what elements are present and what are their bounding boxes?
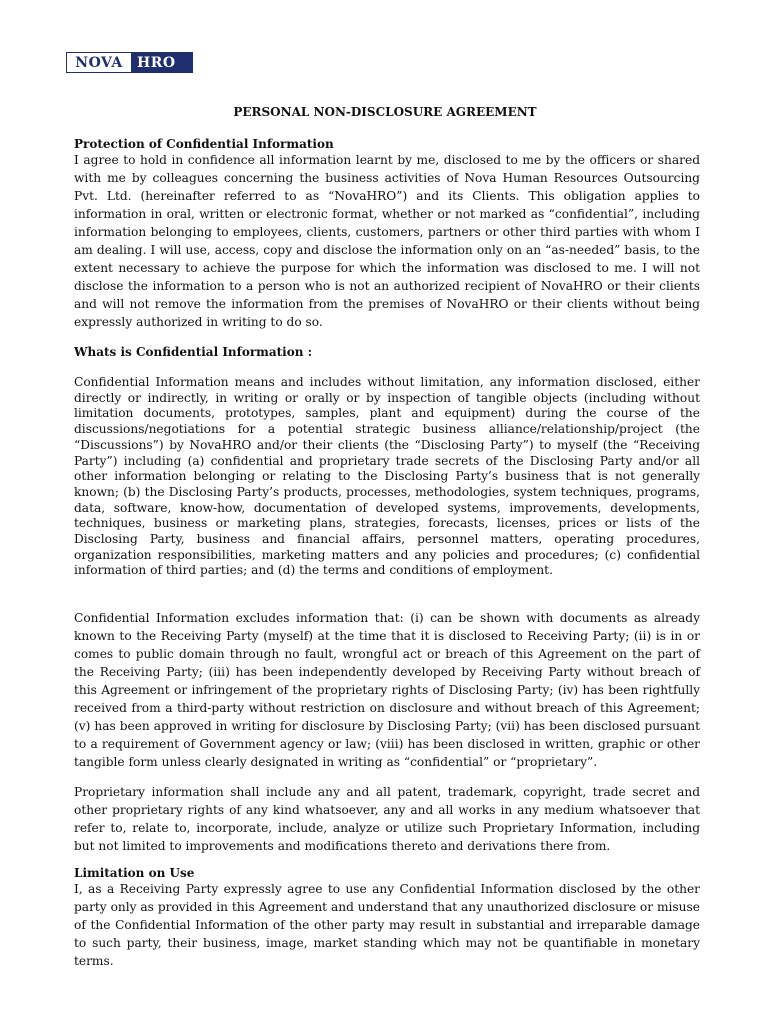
section-heading: Limitation on Use: [74, 866, 195, 880]
section-body: Proprietary information shall include any and all patent, trademark, copyright, trade secret and other proprietary rights of any kind whatsoever, any and all works in any medium whatsoever that refer to, relate to, incorporate, include, analyze or utilize such Proprietary Information, including but not limited to improvements and modifications thereto and derivations there from.: [74, 785, 700, 853]
section-proprietary: [74, 783, 700, 855]
logo-nova-text: NOVA: [67, 53, 131, 72]
section-protection: [74, 137, 700, 331]
logo-hro-text: HRO: [131, 53, 192, 72]
section-heading: Protection of Confidential Information: [74, 137, 334, 151]
document-title: PERSONAL NON-DISCLOSURE AGREEMENT: [233, 105, 537, 119]
section-excludes: [74, 609, 700, 771]
section-what-is-body: [74, 375, 700, 579]
company-logo: [66, 52, 193, 73]
section-body: I agree to hold in confidence all information learnt by me, disclosed to me by the officers or shared with me by colleagues concerning the business activities of Nova Human Resources Outsourcing Pvt. Ltd. (hereinafter referred to as “NovaHRO”) and its Clients. This obligation applies to information in oral, written or electronic format, whether or not marked as “confidential”, including information belonging to employees, clients, customers, partners or other third parties with whom I am dealing. I will use, access, copy and disclose the information only on an “as-needed” basis, to the extent necessary to achieve the purpose for which the information was disclosed to me. I will not disclose the information to a person who is not an authorized recipient of NovaHRO or their clients and will not remove the information from the premises of NovaHRO or their clients without being expressly authorized in writing to do so.: [74, 153, 700, 329]
section-heading: Whats is Confidential Information :: [74, 345, 313, 359]
section-body: Confidential Information means and includes without limitation, any information disclosed, either directly or indirectly, in writing or orally or by inspection of tangible objects (including without limitation documents, prototypes, samples, plant and equipment) during the course of the discussions/negotiations for a potential strategic business alliance/relationship/project (the “Discussions”) by NovaHRO and/or their clients (the “Disclosing Party”) to myself (the “Receiving Party”) including (a) confidential and proprietary trade secrets of the Disclosing Party and/or all other information belonging or relating to the Disclosing Party’s business that is not generally known; (b) the Disclosing Party’s products, processes, methodologies, system techniques, programs, data, software, know-how, documentation of developed systems, improvements, developments, techniques, business or marketing plans, strategies, forecasts, licenses, prices or lists of the Disclosing Party, business and financial affairs, personnel matters, operating procedures, organization responsibilities, marketing matters and any policies and procedures; (c) confidential information of third parties; and (d) the terms and conditions of employment.: [74, 375, 700, 578]
section-body: Confidential Information excludes information that: (i) can be shown with documents as already known to the Receiving Party (myself) at the time that it is disclosed to Receiving Party; (ii) is in or comes to public domain through no fault, wrongful act or breach of this Agreement on the part of the Receiving Party; (iii) has been independently developed by Receiving Party without breach of this Agreement or infringement of the proprietary rights of Disclosing Party; (iv) has been rightfully received from a third-party without restriction on disclosure and without breach of this Agreement; (v) has been approved in writing for disclosure by Disclosing Party; (vii) has been disclosed pursuant to a requirement of Government agency or law; (viii) has been disclosed in written, graphic or other tangible form unless clearly designated in writing as “confidential” or “proprietary”.: [74, 611, 700, 769]
section-body: I, as a Receiving Party expressly agree to use any Confidential Information disclosed by the other party only as provided in this Agreement and understand that any unauthorized disclosure or misuse of the Confidential Information of the other party may result in substantial and irreparable damage to such party, their business, image, market standing which may not be quantifiable in monetary terms.: [74, 882, 700, 968]
section-what-is: [74, 345, 700, 359]
section-limitation: [74, 866, 700, 970]
